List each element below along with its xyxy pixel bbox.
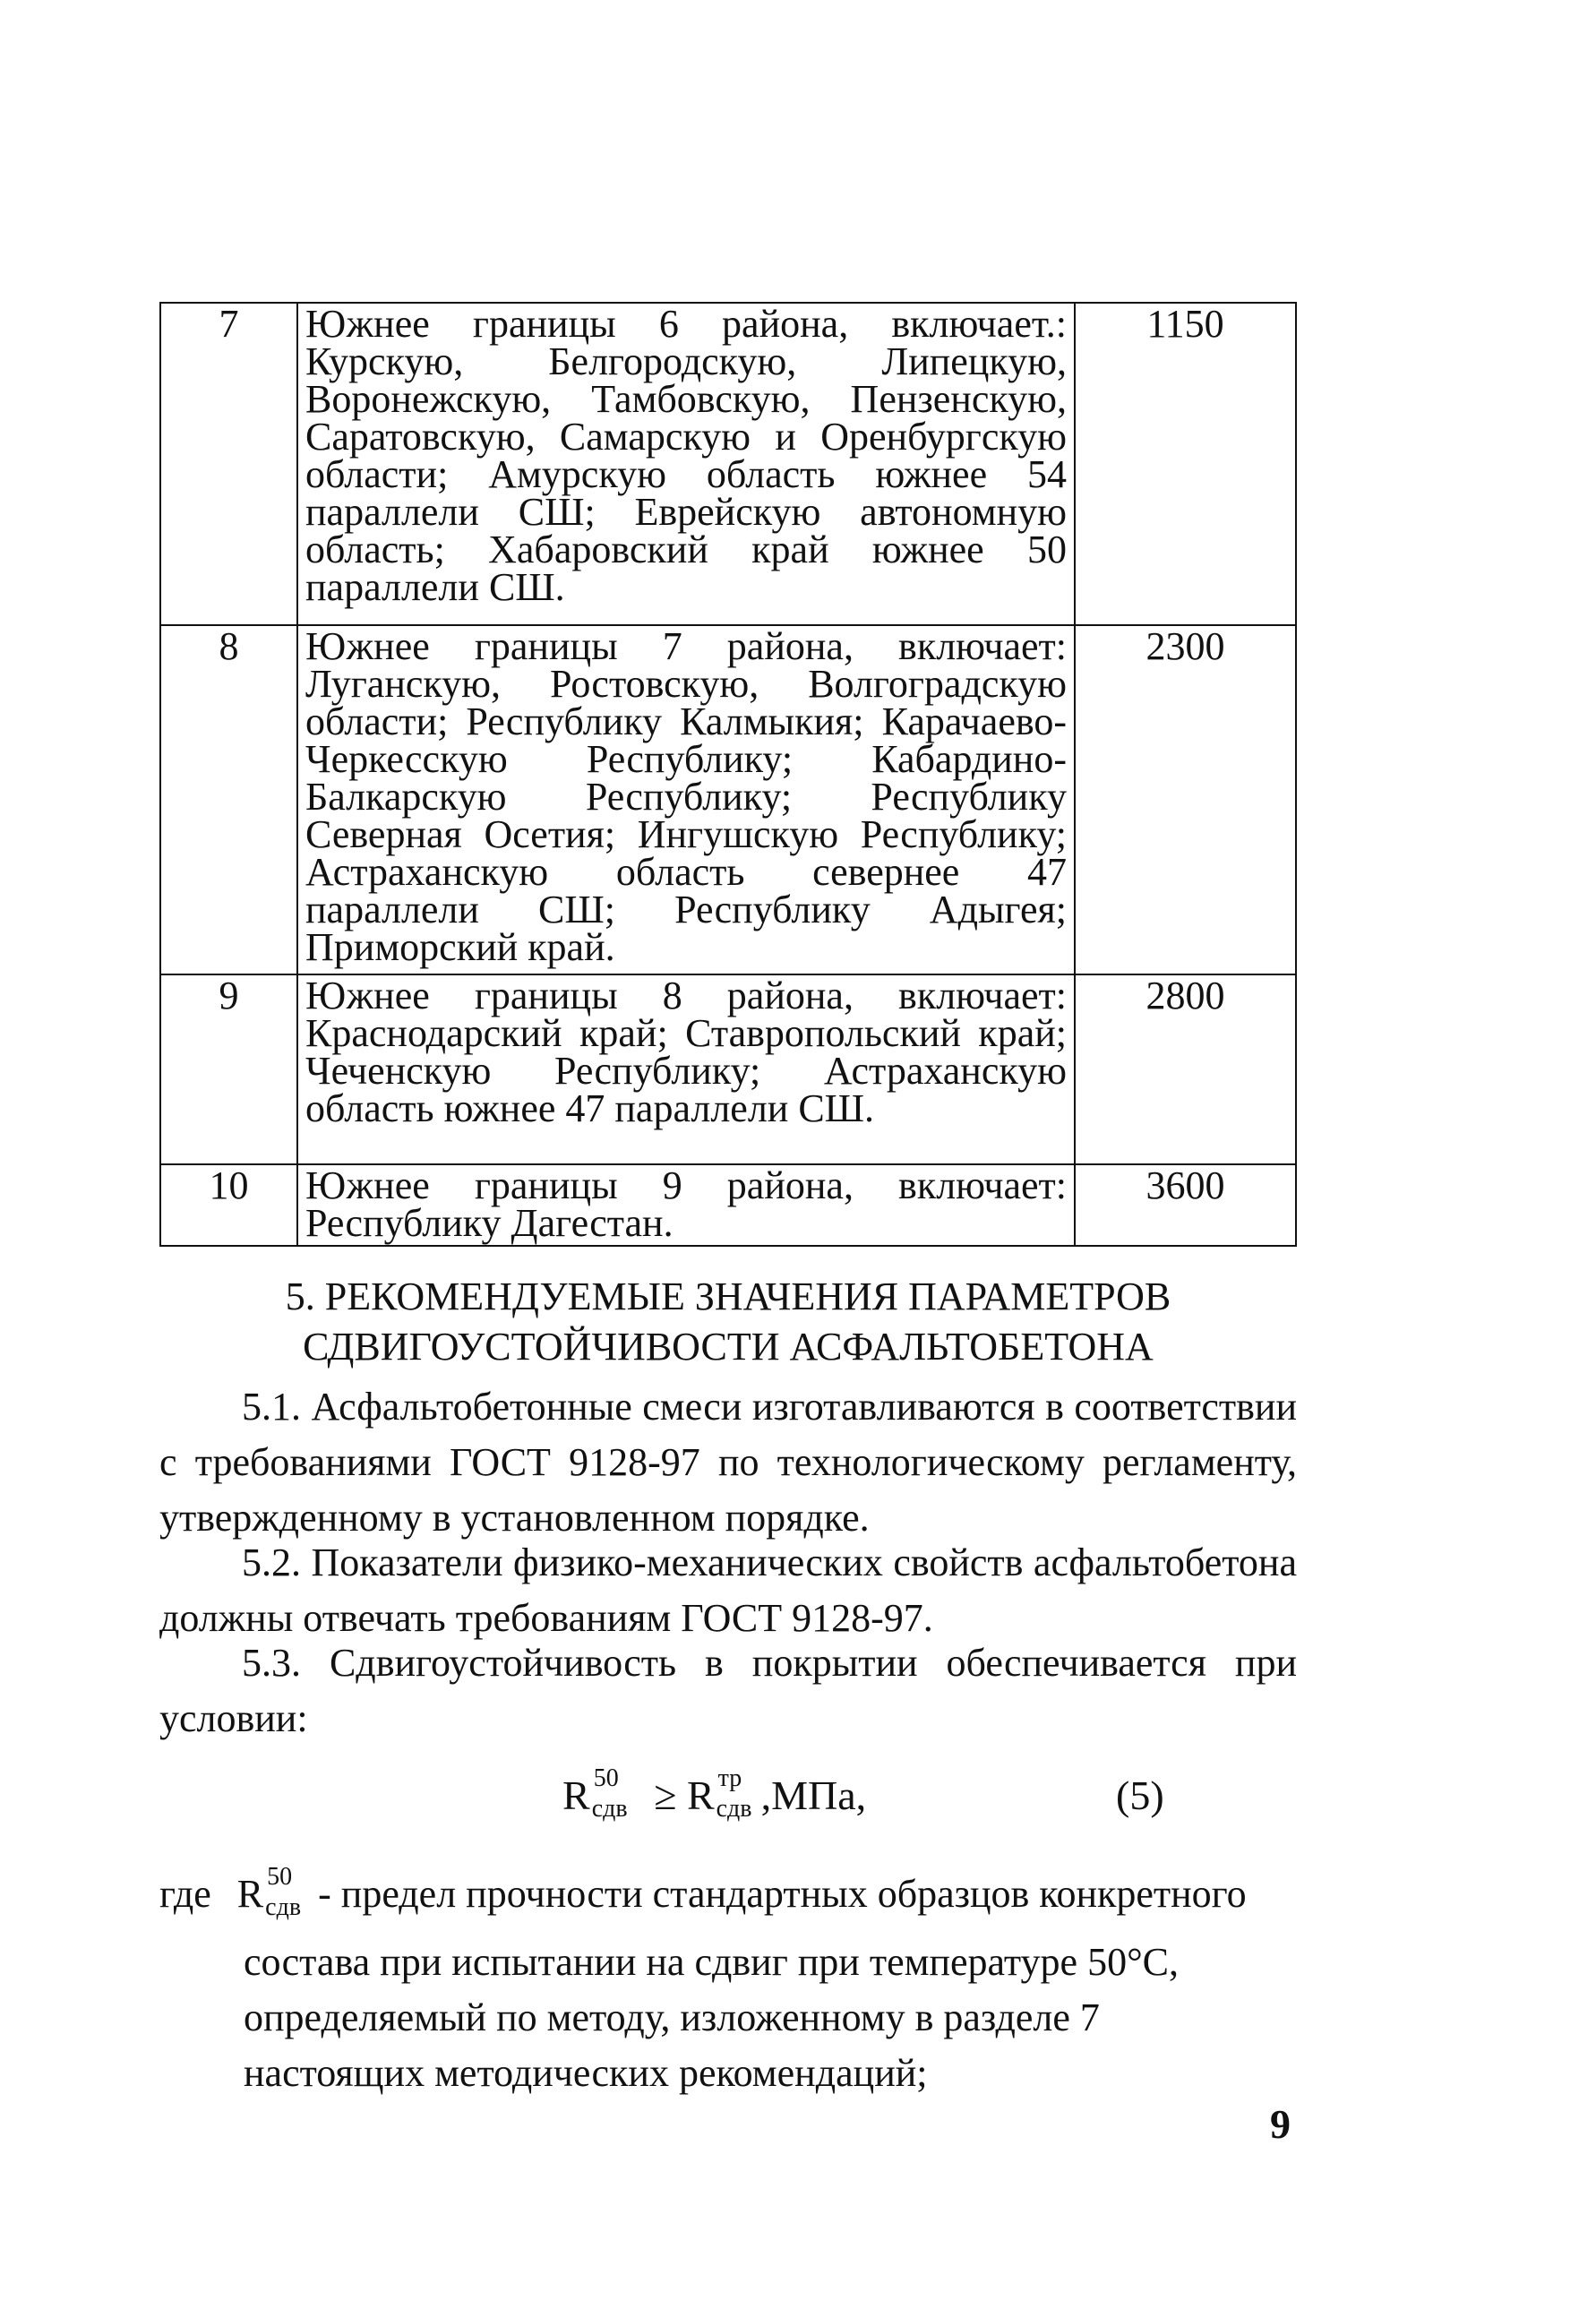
formula-indices-1: [590, 1764, 644, 1823]
where-word: где: [159, 1872, 211, 1916]
region-description: Южнее границы 7 района, включает: Луганскую, Ростовскую, Волгоградскую области; Республику Калмыкия; Карачаево-Черкесскую Республику; Кабардино-Балкарскую Республику; Республику Северная Осетия; Ингушскую Республику; Астраханскую область севернее 47 параллели СШ; Республику Адыгея; Приморский край.: [297, 625, 1075, 974]
formula-5: [562, 1764, 867, 1823]
region-value: 2300: [1075, 625, 1296, 974]
region-value: 1150: [1075, 303, 1296, 625]
region-number: 9: [160, 974, 297, 1164]
formula-symbol-r: R: [686, 1772, 715, 1818]
where-line: состава при испытании на сдвиг при температуре 50°С,: [244, 1940, 1180, 1984]
formula-sup-1: 50: [593, 1764, 619, 1792]
paragraph-5-1: 5.1. Асфальтобетонные смеси изготавливаются в соответствии с требованиями ГОСТ 9128-97 по технологическому регламенту, утвержденному в установленном порядке.: [159, 1385, 1297, 1540]
climate-regions-table: [159, 302, 1297, 1247]
table-row: [160, 625, 1296, 974]
region-number: 8: [160, 625, 297, 974]
where-indices: [263, 1863, 308, 1921]
formula-operator: ≥: [654, 1772, 677, 1818]
region-number: 7: [160, 303, 297, 625]
formula-symbol-r: R: [562, 1772, 590, 1818]
region-description: Южнее границы 8 района, включает: Краснодарский край; Ставропольский край; Чеченскую Республику; Астраханскую область южнее 47 параллели СШ.: [297, 974, 1075, 1164]
region-description: Южнее границы 9 района, включает: Республику Дагестан.: [297, 1164, 1075, 1246]
page-number: 9: [1270, 2101, 1291, 2147]
region-number: 10: [160, 1164, 297, 1246]
table-row: [160, 974, 1296, 1164]
paragraph-5-3: 5.3. Сдвигоустойчивость в покрытии обеспечивается при условии:: [159, 1641, 1297, 1740]
region-value: 2800: [1075, 974, 1296, 1164]
where-line: определяемый по методу, изложенному в разделе 7: [244, 1995, 1100, 2039]
table-row: [160, 303, 1296, 625]
where-text: - предел прочности стандартных образцов конкретного: [308, 1872, 1247, 1916]
where-sup: 50: [267, 1863, 293, 1891]
section-title-line1: 5. РЕКОМЕНДУЕМЫЕ ЗНАЧЕНИЯ ПАРАМЕТРОВ: [285, 1274, 1171, 1318]
where-symbol-r: R: [236, 1872, 264, 1916]
formula-indices-2: [715, 1764, 761, 1823]
region-description: Южнее границы 6 района, включает.: Курскую, Белгородскую, Липецкую, Воронежскую, Тамбовскую, Пензенскую, Саратовскую, Самарскую и Оренбургскую области; Амурскую область южнее 54 параллели СШ; Еврейскую автономную область; Хабаровский край южнее 50 параллели СШ.: [297, 303, 1075, 625]
where-definition: [159, 1863, 1297, 1921]
section-title-line2: СДВИГОУСТОЙЧИВОСТИ АСФАЛЬТОБЕТОНА: [303, 1325, 1154, 1369]
section-heading: [159, 1272, 1297, 1372]
table-row: [160, 1164, 1296, 1246]
formula-sup-2: тр: [717, 1764, 742, 1792]
where-sub: сдв: [265, 1893, 302, 1921]
formula-sub-2: сдв: [716, 1795, 752, 1823]
region-value: 3600: [1075, 1164, 1296, 1246]
where-line: настоящих методических рекомендаций;: [244, 2051, 928, 2095]
paragraph-5-2: 5.2. Показатели физико-механических свойств асфальтобетона должны отвечать требованиям ГОСТ 9128-97.: [159, 1540, 1297, 1640]
formula-unit: ,МПа,: [760, 1772, 867, 1818]
formula-sub-1: сдв: [591, 1795, 628, 1823]
formula-number: (5): [1116, 1772, 1164, 1818]
where-continuation: [244, 1935, 1297, 2101]
